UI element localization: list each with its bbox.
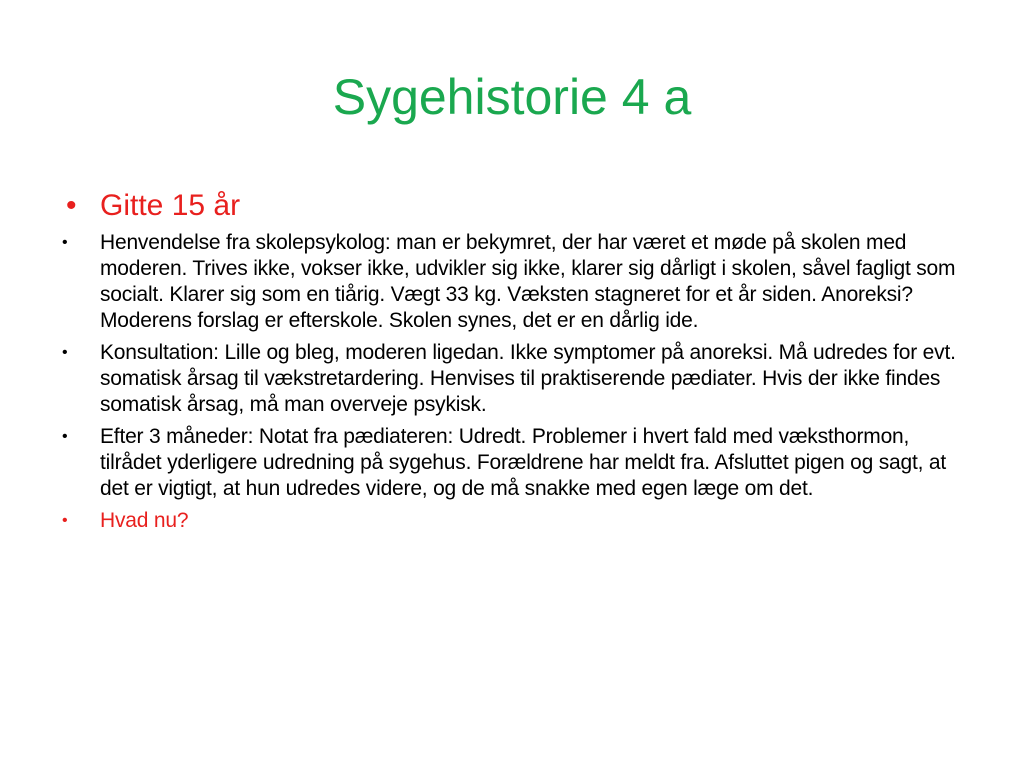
list-item: [62, 186, 962, 226]
list-item: [62, 508, 962, 534]
list-item: [62, 230, 962, 334]
bullet-list: [62, 186, 962, 540]
bullet-icon: •: [62, 344, 68, 361]
list-item: [62, 424, 962, 502]
slide-title: Sygehistorie 4 a: [332, 69, 692, 125]
bullet-icon: •: [66, 189, 77, 222]
list-item-text: Konsultation: Lille og bleg, moderen ligedan. Ikke symptomer på anoreksi. Må udredes for evt. somatisk årsag til vækstretardering. Henvises til praktiserende pædiater. Hvis der ikke findes somatisk årsag, må man overveje psykisk.: [100, 341, 956, 416]
bullet-icon: •: [62, 428, 68, 445]
list-item-text: Gitte 15 år: [100, 189, 241, 222]
bullet-icon: •: [62, 512, 68, 529]
list-item: [62, 340, 962, 418]
bullet-icon: •: [62, 234, 68, 251]
list-item-text: Hvad nu?: [100, 509, 189, 532]
list-item-text: Henvendelse fra skolepsykolog: man er bekymret, der har været et møde på skolen med moderen. Trives ikke, vokser ikke, udvikler sig ikke, klarer sig dårligt i skolen, såvel fagligt som socialt. Klarer sig som en tiårig. Vægt 33 kg. Væksten stagneret for et år siden. Anoreksi? Moderens forslag er efterskole. Skolen synes, det er en dårlig ide.: [100, 231, 956, 332]
list-item-text: Efter 3 måneder: Notat fra pædiateren: Udredt. Problemer i hvert fald med væksthormon, tilrådet yderligere udredning på sygehus. Forældrene har meldt fra. Afsluttet pigen og sagt, at det er vigtigt, at hun udredes videre, og de må snakke med egen læge om det.: [100, 425, 946, 500]
